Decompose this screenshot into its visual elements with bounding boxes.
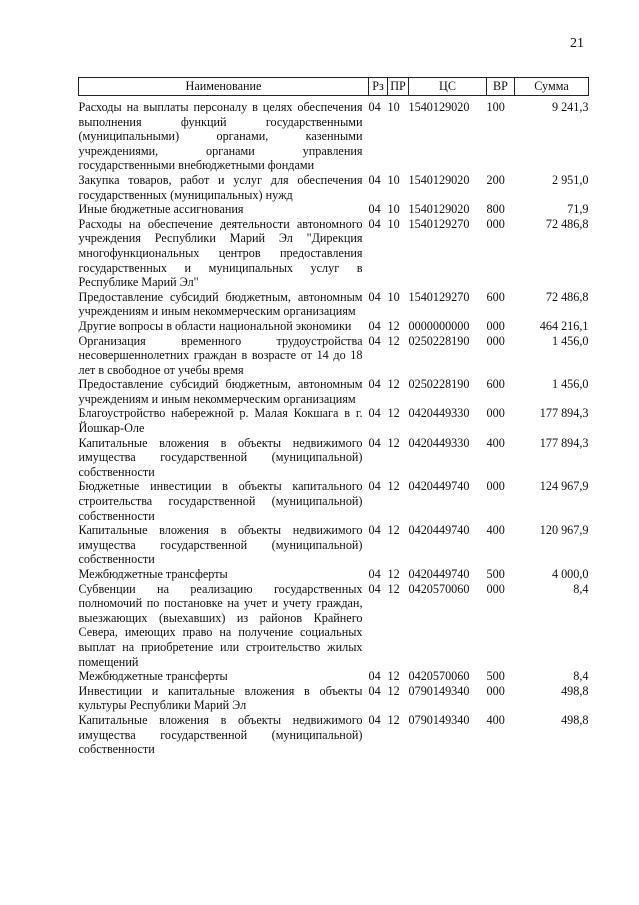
row-sum: 9 241,3 [551, 100, 589, 114]
row-sum: 120 967,9 [539, 523, 589, 538]
row-vr: 600 [486, 289, 505, 304]
table-row [79, 100, 589, 173]
row-cs: 0790149340 [408, 683, 470, 698]
row-cs: 0420449330 [408, 406, 470, 421]
row-cs: 0420449740 [408, 567, 470, 581]
row-cs: 0250228190 [408, 333, 470, 348]
row-cs: 0000000000 [408, 318, 470, 333]
row-sum: 177 894,3 [539, 406, 589, 421]
row-cs: 0250228190 [408, 377, 470, 392]
row-rz: 04 [368, 289, 381, 304]
row-name: Предоставление субсидий бюджетным, автономным учреждениям и иным некоммерческим организациям [78, 289, 363, 319]
row-vr: 500 [486, 567, 505, 581]
row-vr: 500 [486, 669, 505, 684]
row-name: Капитальные вложения в объекты недвижимого имущества государственной (муниципальной) собственности [78, 523, 363, 567]
row-vr: 000 [486, 216, 505, 231]
row-vr: 100 [486, 100, 505, 114]
table-row [79, 523, 589, 567]
row-rz: 04 [368, 172, 381, 187]
row-name: Другие вопросы в области национальной экономики [78, 318, 352, 333]
table-row [79, 713, 589, 757]
row-pr: 12 [387, 567, 400, 581]
table-row [79, 479, 589, 523]
row-sum: 8,4 [573, 581, 589, 596]
row-pr: 12 [387, 406, 400, 421]
table-row [79, 202, 589, 217]
row-pr: 12 [387, 377, 400, 392]
row-rz: 04 [368, 377, 381, 392]
row-name: Субвенции на реализацию государственных полномочий по постановке на учет и учету граждан, выезжающих (выехавших) из районов Крайнего Севера, имеющих право на получение социальных выплат на приобретение или строительство жилых помещений [78, 581, 363, 669]
row-sum: 8,4 [573, 669, 589, 684]
column-header-sum: Сумма [515, 78, 589, 96]
table-row [79, 217, 589, 290]
row-vr: 600 [486, 377, 505, 392]
row-sum: 1 456,0 [551, 377, 589, 392]
table-row [79, 436, 589, 480]
table-row [79, 319, 589, 334]
row-rz: 04 [368, 683, 381, 698]
table-row [79, 567, 589, 582]
row-cs: 0420449740 [408, 523, 470, 538]
row-rz: 04 [368, 581, 381, 596]
row-rz: 04 [368, 712, 381, 727]
row-pr: 10 [387, 216, 400, 231]
row-rz: 04 [368, 202, 381, 217]
row-vr: 000 [486, 581, 505, 596]
row-name: Инвестиции и капитальные вложения в объекты культуры Республики Марий Эл [78, 683, 363, 713]
row-pr: 12 [387, 712, 400, 727]
row-pr: 12 [387, 318, 400, 333]
column-header-vr: ВР [487, 78, 515, 96]
row-vr: 400 [486, 523, 505, 538]
row-vr: 800 [486, 202, 505, 217]
row-name: Организация временного трудоустройства несовершеннолетних граждан в возрасте от 14 до 18 лет в свободное от учебы время [78, 333, 363, 377]
table-body [79, 96, 589, 757]
row-rz: 04 [368, 479, 381, 494]
row-vr: 400 [486, 712, 505, 727]
row-cs: 0420570060 [408, 669, 470, 684]
row-sum: 4 000,0 [551, 567, 589, 581]
row-sum: 71,9 [567, 202, 589, 217]
row-cs: 0420449330 [408, 435, 470, 450]
row-name: Расходы на выплаты персоналу в целях обеспечения выполнения функций государственными (муниципальными) органами, казенными учреждениями, органами управления государственными внебюджетными фондами [78, 100, 363, 173]
row-sum: 72 486,8 [545, 289, 589, 304]
row-pr: 12 [387, 435, 400, 450]
page-number: 21 [570, 36, 584, 51]
row-sum: 464 216,1 [539, 318, 589, 333]
row-name: Бюджетные инвестиции в объекты капитального строительства государственной (муниципальной) собственности [78, 479, 363, 523]
column-header-name: Наименование [79, 78, 369, 96]
row-sum: 1 456,0 [551, 333, 589, 348]
row-sum: 2 951,0 [551, 172, 589, 187]
row-rz: 04 [368, 669, 381, 684]
row-name: Капитальные вложения в объекты недвижимого имущества государственной (муниципальной) собственности [78, 435, 363, 479]
row-pr: 10 [387, 202, 400, 217]
row-rz: 04 [368, 406, 381, 421]
row-cs: 1540129020 [408, 202, 470, 217]
row-name: Иные бюджетные ассигнования [78, 202, 244, 217]
budget-table [78, 77, 589, 757]
row-rz: 04 [368, 216, 381, 231]
row-name: Капитальные вложения в объекты недвижимого имущества государственной (муниципальной) собственности [78, 712, 363, 757]
row-cs: 0420449740 [408, 479, 470, 494]
row-pr: 10 [387, 289, 400, 304]
row-sum: 177 894,3 [539, 435, 589, 450]
row-rz: 04 [368, 567, 381, 581]
row-rz: 04 [368, 318, 381, 333]
row-name: Межбюджетные трансферты [78, 567, 228, 581]
column-header-cs: ЦС [409, 78, 487, 96]
row-pr: 10 [387, 172, 400, 187]
column-header-pr: ПР [388, 78, 409, 96]
row-vr: 000 [486, 333, 505, 348]
row-vr: 000 [486, 683, 505, 698]
row-vr: 000 [486, 479, 505, 494]
row-name: Межбюджетные трансферты [78, 669, 228, 684]
row-cs: 1540129020 [408, 100, 470, 114]
row-cs: 1540129270 [408, 216, 470, 231]
row-rz: 04 [368, 333, 381, 348]
row-name: Закупка товаров, работ и услуг для обеспечения государственных (муниципальных) нужд [78, 172, 363, 202]
row-sum: 124 967,9 [539, 479, 589, 494]
row-rz: 04 [368, 523, 381, 538]
row-name: Предоставление субсидий бюджетным, автономным учреждениям и иным некоммерческим организациям [78, 377, 363, 406]
row-pr: 12 [387, 669, 400, 684]
row-vr: 400 [486, 435, 505, 450]
row-pr: 12 [387, 683, 400, 698]
row-sum: 498,8 [561, 683, 589, 698]
table-row [79, 377, 589, 406]
row-pr: 12 [387, 581, 400, 596]
row-pr: 12 [387, 333, 400, 348]
row-pr: 10 [387, 100, 400, 114]
column-header-rz: Рз [369, 78, 388, 96]
row-vr: 000 [486, 318, 505, 333]
table-row [79, 334, 589, 378]
row-sum: 498,8 [561, 712, 589, 727]
row-vr: 200 [486, 172, 505, 187]
table-row [79, 684, 589, 713]
row-cs: 0420570060 [408, 581, 470, 596]
row-sum: 72 486,8 [545, 216, 589, 231]
row-rz: 04 [368, 435, 381, 450]
row-pr: 12 [387, 523, 400, 538]
table-row [79, 173, 589, 202]
table-header-row [79, 78, 589, 96]
row-rz: 04 [368, 100, 381, 114]
table-row [79, 290, 589, 319]
row-pr: 12 [387, 479, 400, 494]
row-cs: 1540129270 [408, 289, 470, 304]
row-vr: 000 [486, 406, 505, 421]
row-cs: 1540129020 [408, 172, 470, 187]
table-row [79, 406, 589, 435]
row-name: Расходы на обеспечение деятельности автономного учреждения Республики Марий Эл "Дирекция многофункциональных центров предоставления государственных и муниципальных услуг в Республике Марий Эл" [78, 216, 363, 290]
table-row [79, 582, 589, 670]
row-name: Благоустройство набережной р. Малая Кокшага в г. Йошкар-Оле [78, 406, 363, 436]
row-cs: 0790149340 [408, 712, 470, 727]
table-row [79, 669, 589, 684]
